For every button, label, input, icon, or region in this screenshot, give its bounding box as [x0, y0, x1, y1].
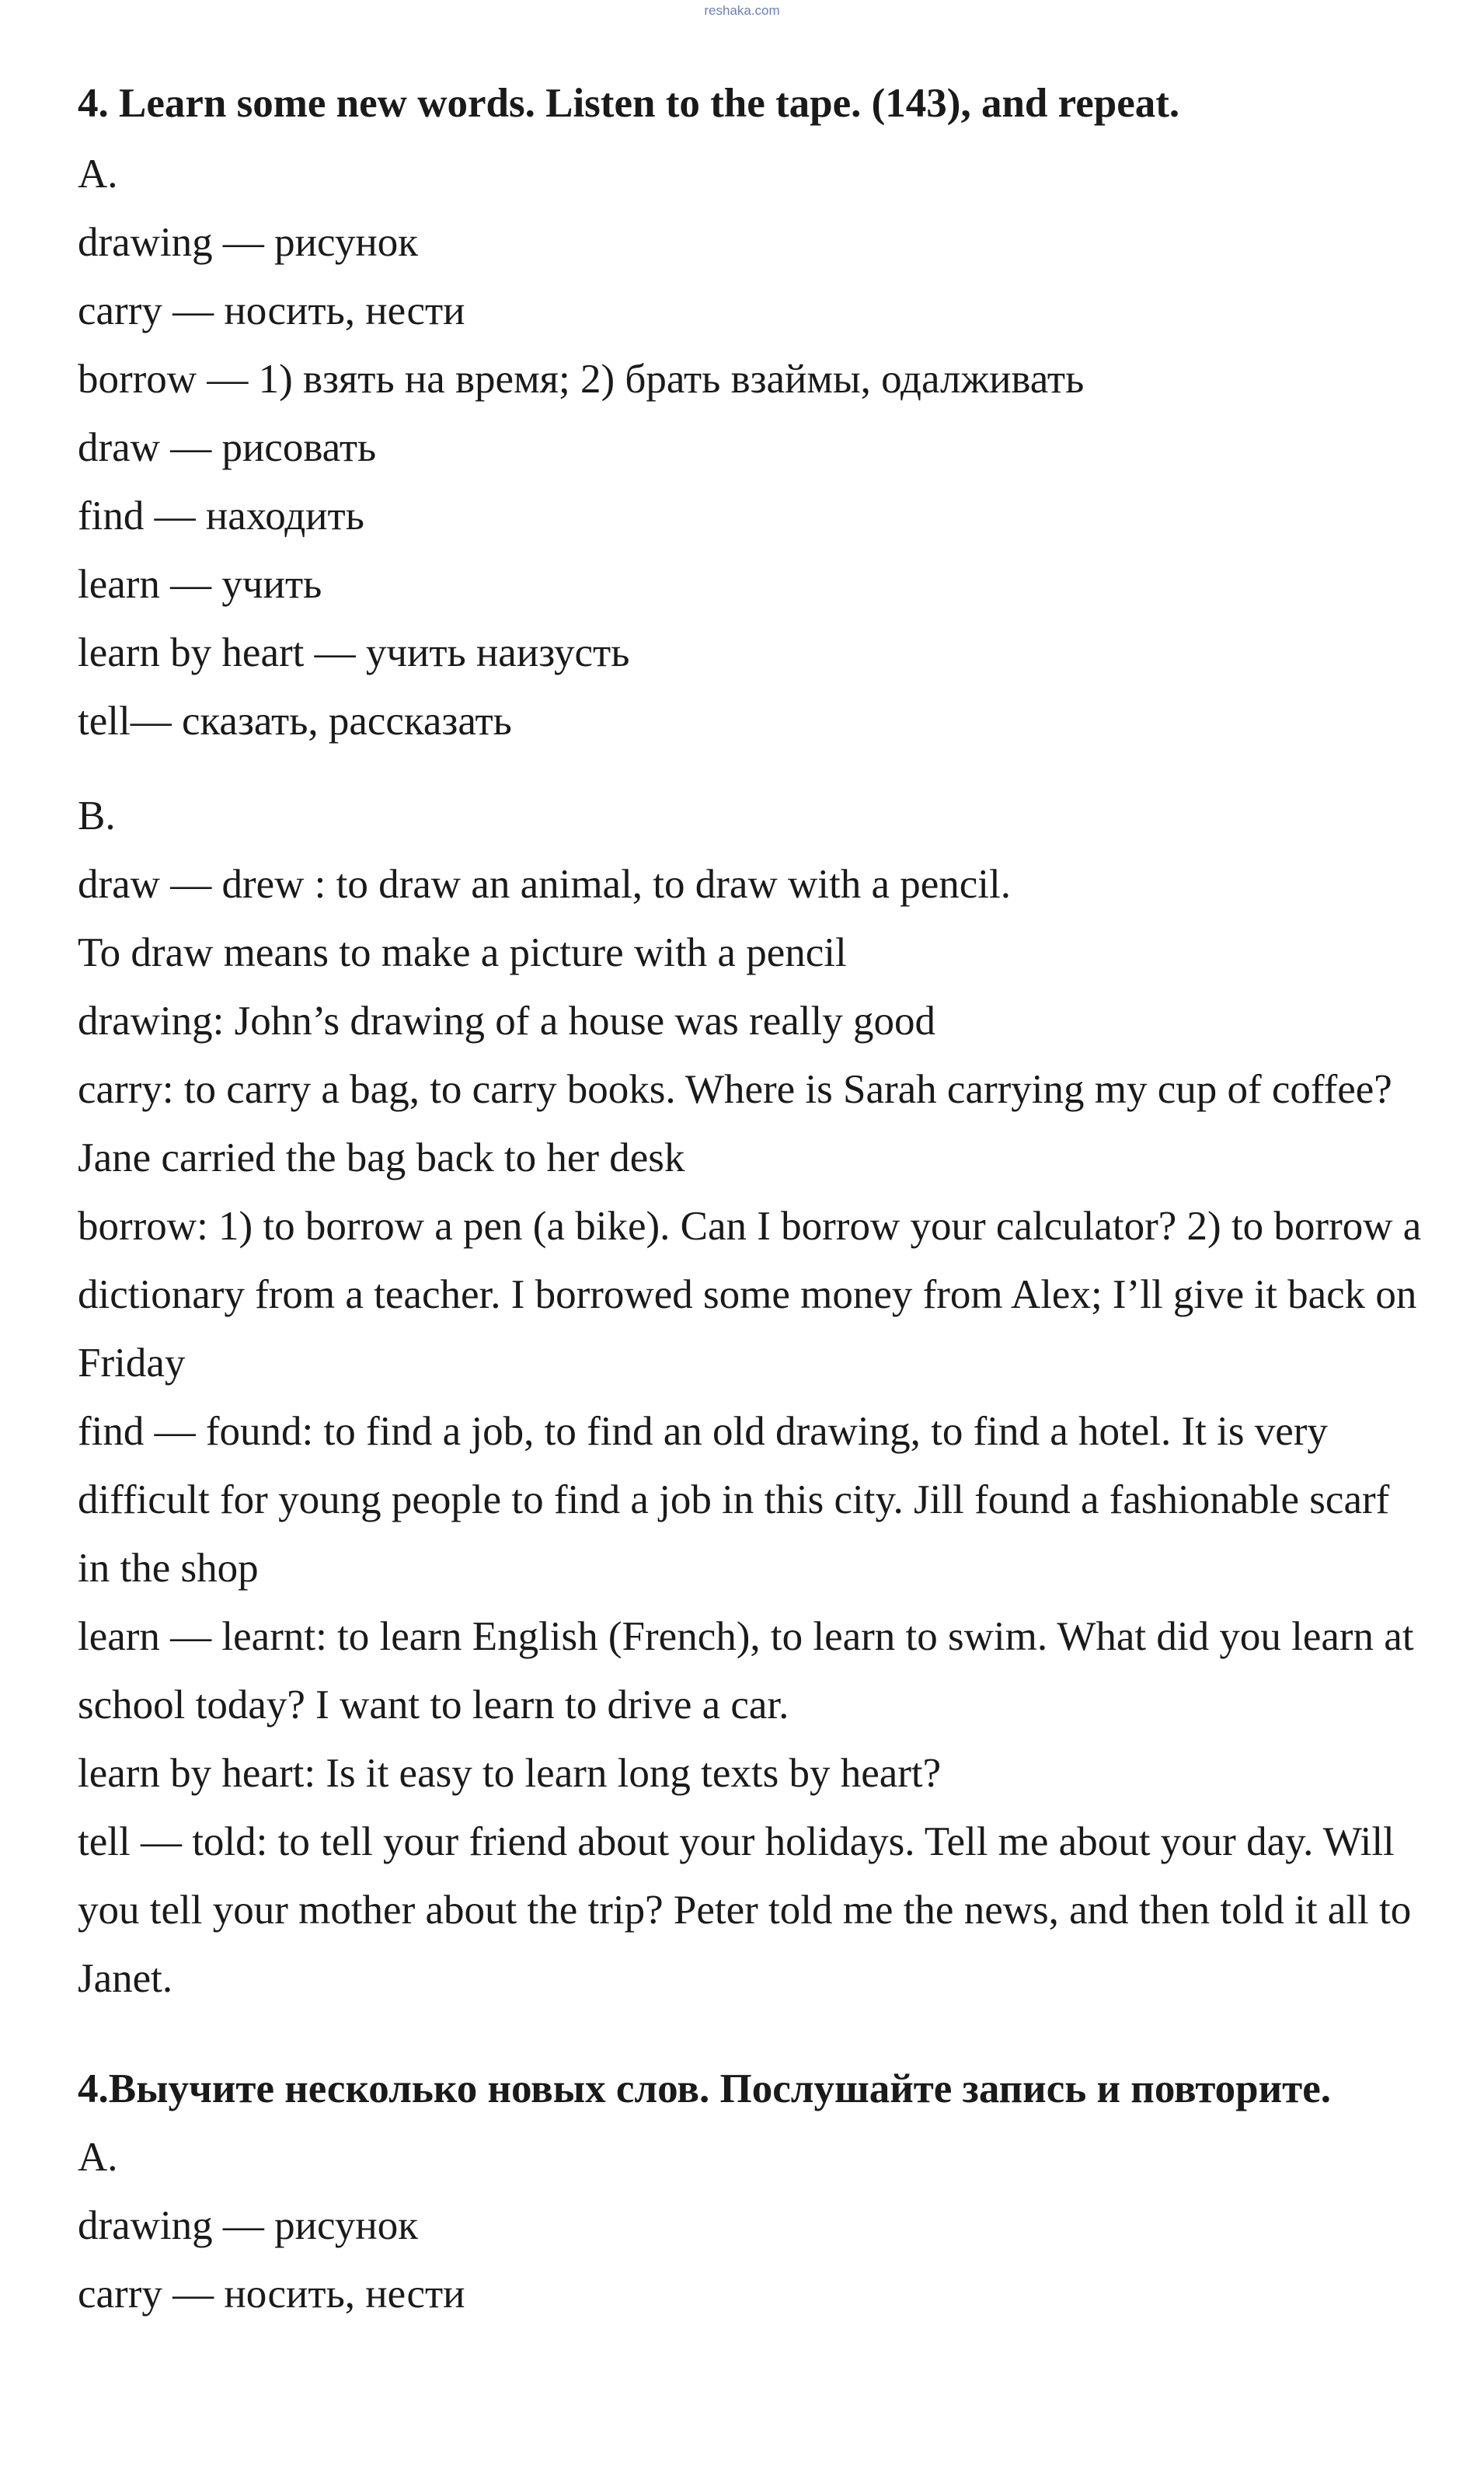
section-a-ru-list — [78, 2191, 1430, 2328]
vocab-item: drawing — рисунок — [78, 220, 418, 265]
example-item: tell — told: to tell your friend about your holidays. Tell me about your day. Will you tell your mother about the trip? Peter told me the news, and then told it all to Janet. — [78, 1819, 1412, 2001]
section-a-label: A. — [78, 152, 118, 197]
spacer — [78, 755, 1430, 782]
vocab-item: drawing — рисунок — [78, 2203, 418, 2248]
vocab-item: tell— сказать, рассказать — [78, 699, 512, 744]
vocab-item: carry — носить, нести — [78, 288, 465, 333]
example-item: drawing: John’s drawing of a house was really good — [78, 999, 935, 1044]
exercise-heading-ru: 4.Выучите несколько новых слов. Послушайте запись и повторите. — [78, 2066, 1331, 2111]
section-b-label: B. — [78, 793, 116, 839]
exercise-page — [78, 75, 1430, 2328]
vocab-item: carry — носить, нести — [78, 2271, 465, 2317]
example-item: To draw means to make a picture with a pencil — [78, 930, 847, 975]
vocab-item: learn — учить — [78, 562, 322, 607]
example-item: draw — drew : to draw an animal, to draw with a pencil. — [78, 862, 1011, 907]
example-item: find — found: to find a job, to find an old drawing, to find a hotel. It is very difficult for young people to find a job in this city. Jill found a fashionable scarf in the shop — [78, 1409, 1390, 1591]
section-a-ru-label: A. — [78, 2135, 118, 2180]
site-header[interactable]: reshaka.com — [704, 3, 780, 18]
vocab-item: learn by heart — учить наизусть — [78, 630, 630, 675]
vocab-item: draw — рисовать — [78, 425, 377, 470]
vocab-item: borrow — 1) взять на время; 2) брать взаймы, одалживать — [78, 357, 1085, 402]
spacer — [78, 2013, 1430, 2055]
example-item: learn by heart: Is it easy to learn long texts by heart? — [78, 1751, 942, 1796]
section-b-list — [78, 850, 1430, 2013]
exercise-heading-en: 4. Learn some new words. Listen to the tape. (143), and repeat. — [78, 81, 1180, 126]
example-item: learn — learnt: to learn English (French), to learn to swim. What did you learn at school today? I want to learn to drive a car. — [78, 1614, 1414, 1728]
vocab-item: find — находить — [78, 493, 364, 539]
example-item: carry: to carry a bag, to carry books. Where is Sarah carrying my cup of coffee? Jane carried the bag back to her desk — [78, 1067, 1392, 1180]
section-a-list — [78, 208, 1430, 755]
example-item: borrow: 1) to borrow a pen (a bike). Can I borrow your calculator? 2) to borrow a dictionary from a teacher. I borrowed some money from Alex; I’ll give it back on Friday — [78, 1204, 1422, 1386]
